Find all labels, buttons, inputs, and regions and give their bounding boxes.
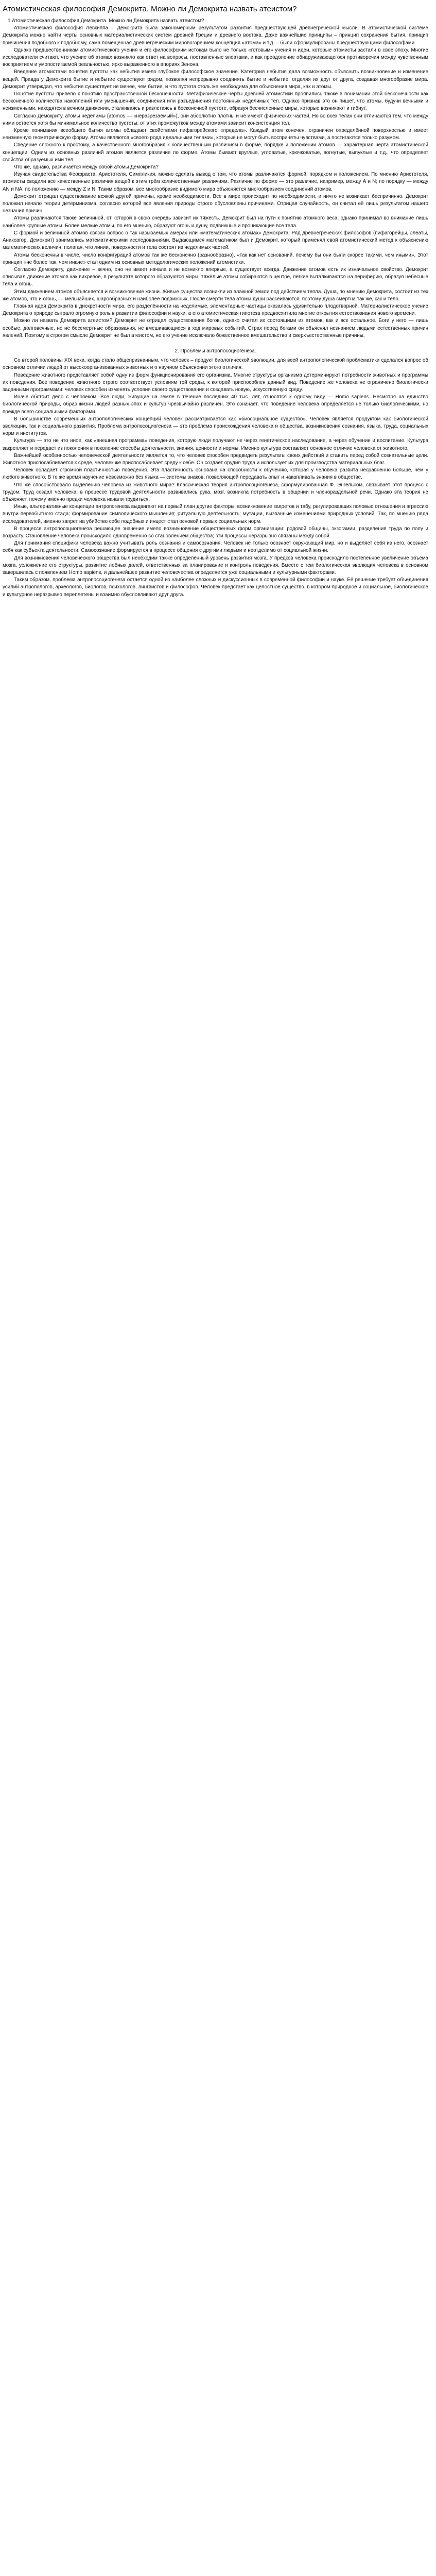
body-paragraph: Иные, альтернативные концепции антропогенеза выдвигают на первый план другие факторы: возникновение запретов и табу, регулировавших половые отношения и агрессию внутри первобытного стада; формирование символического мышления; ритуальную деятельность; мутации, вызванные изменениями природных условий. Так, по мнению ряда исследователей, именно запрет на убийство себе подобных и инцест стал основой первых социальных норм. xyxy=(3,504,428,524)
body-paragraph: Согласно Демокриту, атомы неделимы (atomos — «неразрезаемый»), они абсолютно плотны и не имеют физических частей. Но во всех телах они отличаются тем, что между ними остается хотя бы минимальное количество пустоты; от этих промежутков между атомами зависит консистенция тел. xyxy=(3,113,428,126)
body-paragraph: Человек обладает огромной пластичностью поведения. Эта пластичность основана на способности к обучению, которая у человека развита несравненно больше, чем у любого животного. В то же время научение невозможно без языка — системы знаков, позволяющей передавать опыт и накапливать знания в обществе. xyxy=(3,467,428,481)
body-paragraph: Культура — это не что иное, как «внешняя программа» поведения, которую люди получают не через генетическое наследование, а через обучение и воспитание. Культура закрепляет и передает из поколения в поколение способы деятельности, знания, ценности и нормы. Именно культура составляет основное отличие человека от животного. xyxy=(3,438,428,451)
body-paragraph: Что же способствовало выделению человека из животного мира? Классическая теория антропосоциогенеза, сформулированная Ф. Энгельсом, связывает этот процесс с трудом. Труд создал человека: в процессе трудовой деятельности развивались рука, мозг, возникла потребность в общении и членораздельной речи. Однако эта теория не объясняет, почему именно предки человека начали трудиться. xyxy=(3,482,428,502)
body-paragraph: Сведение сложного к простому, а качественного многообразия к количественным различиям в форме, порядке и положении атомов — характерная черта атомистической концепции. Одним из основных различий атомов является различие по форме. Атомы бывают круглые, угловатые, крючковатые, вогнутые, выпуклые и т.д., что определяет свойства образуемых ими тел. xyxy=(3,142,428,163)
body-paragraph: Демокрит отрицал существование всякой другой причины, кроме необходимости. Все в мире происходит по необходимости, и ничто не возникает беспричинно. Демокрит положил начало теории детерминизма, согласно которой все явления природы строго обусловлены причинами. Отрицая случайность, он считал её лишь результатом нашего незнания причин. xyxy=(3,193,428,214)
page-title: Атомистическая философия Демокрита. Можно ли Демокрита назвать атеистом? xyxy=(3,5,297,13)
body-paragraph: Можно ли назвать Демокрита атеистом? Демокрит не отрицал существования богов, однако считал их состоящими из атомов, как и все остальное. Боги у него — лишь особые, долговечные, но не бессмертные образования, не вмешивающиеся в ход мировых событий. Страх перед богами он объяснял незнанием людьми естественных причин явлений. Поэтому в строгом смысле Демокрит не был атеистом, но его учение исключало божественное вмешательство и сверхъестественные причины. xyxy=(3,318,428,338)
document-page xyxy=(0,0,431,604)
body-paragraph: Кроме понимания всеобщего бытия атомы обладают свойствами пифагорейского «предела». Каждый атом конечен, ограничен определённой поверхностью и имеет неизменную геометрическую форму. Атомы являются «своего рода идеальными телами», которые не могут быть восприняты чувствами, а постигаются только разумом. xyxy=(3,128,428,141)
body-paragraph: Введение атомистами понятия пустоты как небытия имело глубокое философское значение. Категория небытия дала возможность объяснить возникновение и изменение вещей. Правда у Демокрита бытие и небытие существуют рядом, позволяя непрерывно соединять бытие и небытие, отделяя их друг от друга, создавая многообразие мира. Демокрит утверждал, что небытие существует не менее, чем бытие, и что пустота столь же необходима для объяснения мира, как и атомы. xyxy=(3,69,428,90)
body-paragraph: Атомы различаются также величиной, от которой в свою очередь зависит их тяжесть. Демокрит был на пути к понятию атомного веса, однако принимал во внимание лишь наиболее крупные атомы. Более мелкие атомы, по его мнению, образуют огонь и душу, подвижные и проникающие все тела. xyxy=(3,215,428,229)
body-paragraph: Атомы бесконечны в числе, число конфигураций атомов так же бесконечно (разнообразно), «так как нет оснований, почему бы они были скорее такими, чем иными». Этот принцип «не более так, чем иначе» стал одним из основных методологических положений атомистики. xyxy=(3,252,428,265)
body-paragraph: Главная идея Демокрита в дискретности мира, его разделённости на неделимые, элементарные частицы оказалась удивительно плодотворной. Материалистическое учение Демокрита о природе сыграло огромную роль в развитии философии и науки, а его атомистическая гипотеза предвосхитила многие открытия естествознания нового времени. xyxy=(3,303,428,317)
body-paragraph: Этим движением атомов объясняется и возникновение жизни. Живые существа возникли из влажной земли под действием тепла. Душа, по мнению Демокрита, состоит из тех же атомов, что и огонь, — мельчайших, шарообразных и наиболее подвижных. После смерти тела атомы души рассеиваются, поэтому душа смертна так же, как и тело. xyxy=(3,289,428,302)
body-paragraph: В большинстве современных антропологических концепций человек рассматривается как «биосоциальное существо». Человек является продуктом как биологической эволюции, так и социального развития. Проблема антропосоциогенеза — это проблема происхождения человека и общества, возникновения сознания, языка, труда, социальных норм и институтов. xyxy=(3,416,428,437)
document-body xyxy=(3,18,428,599)
body-paragraph: Важнейшей особенностью человеческой деятельности является то, что человек способен предвидеть результаты своих действий и ставить перед собой сознательные цели. Животное приспосабливается к среде, человек же приспосабливает среду к себе. Он создает орудия труда и использует их для производства материальных благ. xyxy=(3,452,428,466)
body-paragraph: С формой и величиной атомов связан вопрос о так называемых амерах или «математических атомах» Демокрита. Ряд древнегреческих философов (пифагорейцы, элеаты, Анаксагор, Демокрит) занимались математическими исследованиями. Выдающимся математиком был и Демокрит, который применял свой атомистический метод к объяснению математических величин, полагая, что линии, поверхности и тела состоят из неделимых частей. xyxy=(3,230,428,251)
body-paragraph: Атомистическая философия Левкиппа – Демокрита была закономерным результатом развития предшествующей древнегреческой мысли. В атомистической системе Демокрита можно найти черты основных материалистических систем древней Греции и древнего востока. Даже важнейшие принципы – принцип сохранения бытия, принцип причинения подобного к подобному, сама помещенная древнегреческим мировоззрением концепция «атома» и т.д. – были сформулированы предшествующими философами. xyxy=(3,25,428,46)
body-paragraph: Со второй половины XIX века, когда стало общепризнанным, что человек – продукт биологической эволюции, для всей антропологической проблематики сделался вопрос об основном отличии людей от высокоорганизованных животных и о научном объяснении этого отличия. xyxy=(3,358,428,371)
section-heading: 2. Проблемы антропосоциогенеза. xyxy=(175,348,256,354)
question-heading: 1.Атомистическая философия Демокрита. Можно ли Демокрита назвать атеистом? xyxy=(8,18,204,24)
body-paragraph: Однако предшественникам атомистического учения и его философским истокам было не только «готовым» учения и идеи, которые атомисты застали в свое эпоху. Многие исследователи считают, что учение об атомах возникло как ответ на вопросы, поставленные элеатами, и как преодоление обнаруживающегося противоречия между чувственным восприятием и умопостигаемой реальностью, ярко выраженного в апориях Зенона. xyxy=(3,47,428,68)
body-paragraph: Согласно Демокриту, движение – вечно, оно не имеет начала и не возникло впервые, а существует всегда. Движение атомов есть их изначальное свойство. Демокрит описывал движение атомов как вихревое, в результате которого образуются миры: тяжёлые атомы собираются в центре, лёгкие выталкиваются на периферию, образуя небесные тела и огонь. xyxy=(3,266,428,287)
body-paragraph: Что же, однако, различается между собой атомы Демокрита? xyxy=(14,164,159,171)
section-spacer xyxy=(3,340,428,347)
body-paragraph: Таким образом, проблема антропосоциогенеза остается одной из наиболее сложных и дискуссионных в современной философии и науке. Её решение требует объединения усилий антропологов, археологов, биологов, психологов, лингвистов и философов. Человек предстает как целостное существо, в котором природное и социальное, биологическое и культурное неразрывно переплетены и взаимно обусловливают друг друга. xyxy=(3,577,428,598)
body-paragraph: Изучая свидетельства Феофраста, Аристотеля, Симпликия, можно сделать вывод о том, что атомы различаются формой, порядком и положением. По мнению Аристотеля, атомисты сводили все качественные различия вещей к этим трём количественным различиям. Различие по форме — это различие, например, между А и N; по порядку — между AN и NA; по положению — между Z и N. Таким образом, все многообразие видимого мира объясняется многообразием соединений атомов. xyxy=(3,172,428,192)
body-paragraph: Понятие пустоты привело к понятию пространственной бесконечности. Метафизические черты древней атомистики проявились также в понимании этой бесконечности как бесконечного количества накоплений или уменьшений, соединения или разъединения постоянных неделимых тел. Однако признав это он пишет, что атомы, будучи вечными и неизменными, находятся в вечном движении, сталкиваясь и разлетаясь в бесконечной пустоте, образуя бесчисленные миры, которые возникают и гибнут. xyxy=(3,91,428,112)
body-paragraph: Для понимания специфики человека важно учитывать роль сознания и самосознания. Человек не только осознает окружающий мир, но и выделяет себя из него, осознает себя как субъекта деятельности. Самосознание формируется в процессе общения с другими людьми и неотделимо от социальной жизни. xyxy=(3,540,428,554)
body-paragraph: Иначе обстоит дело с человеком. Все люди, живущие на земле в течение последних 40 тыс. лет, относятся к одному виду — Homo sapiens. Несмотря на единство биологической природы, образ жизни людей разных эпох и культур чрезвычайно различен. Это означает, что поведение человека определяется не только биологическими, но прежде всего социальными факторами. xyxy=(3,394,428,415)
body-paragraph: В процессе антропосоциогенеза решающее значение имело возникновение общественных форм организации: родовой общины, экзогамии, разделения труда по полу и возрасту. Становление человека происходило одновременно со становлением общества; эти процессы неразрывно связаны между собой. xyxy=(3,526,428,539)
body-paragraph: Поведение животного представляет собой одну из форм функционирования его организма. Многие структуры организма детерминируют потребности животных и программы их поведения. Все поведение животного строго соответствует условиям той среды, к которой приспособлен данный вид. Поведение же человека не ограничено биологически заданными программами: человек способен изменять условия своего существования и создавать новую, искусственную среду. xyxy=(3,372,428,393)
body-paragraph: Для возникновения человеческого общества был необходим также определённый уровень развития мозга. У предков человека происходило постепенное увеличение объема мозга, усложнение его структуры, развитие лобных долей, ответственных за планирование и контроль поведения. Вместе с тем биологическая эволюция человека в основном завершилась с появлением Homo sapiens, и дальнейшее развитие человечества определяется уже социальными и культурными факторами. xyxy=(3,555,428,576)
